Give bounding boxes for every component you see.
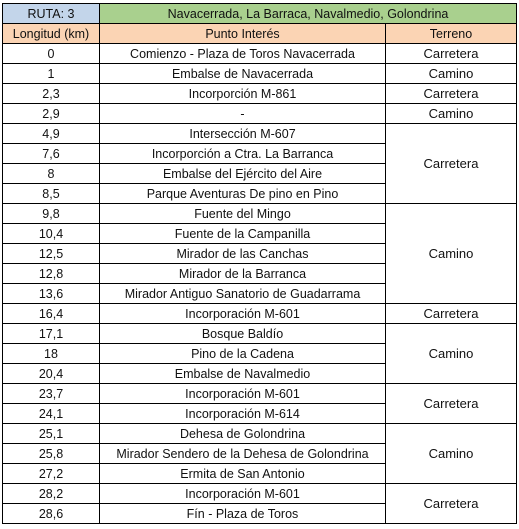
point-cell: Comienzo - Plaza de Toros Navacerrada [100,44,386,64]
terrain-cell: Camino [386,104,517,124]
terrain-cell: Camino [386,324,517,384]
km-cell: 20,4 [3,364,100,384]
header-point: Punto Interés [100,24,386,44]
point-cell: Parque Aventuras De pino en Pino [100,184,386,204]
point-cell: Incorporación M-601 [100,484,386,504]
terrain-cell: Carretera [386,44,517,64]
km-cell: 9,8 [3,204,100,224]
header-length: Longitud (km) [3,24,100,44]
table-row [3,124,517,144]
km-cell: 8 [3,164,100,184]
route-table [2,3,517,524]
title-row [3,4,517,24]
table-row [3,204,517,224]
table-row [3,104,517,124]
terrain-cell: Camino [386,424,517,484]
point-cell: Mirador Antiguo Sanatorio de Guadarrama [100,284,386,304]
point-cell: Incorporción M-861 [100,84,386,104]
terrain-cell: Carretera [386,304,517,324]
km-cell: 2,3 [3,84,100,104]
point-cell: Embalse del Ejército del Aire [100,164,386,184]
point-cell: Fín - Plaza de Toros [100,504,386,524]
km-cell: 2,9 [3,104,100,124]
km-cell: 4,9 [3,124,100,144]
terrain-cell: Carretera [386,384,517,424]
km-cell: 16,4 [3,304,100,324]
point-cell: Intersección M-607 [100,124,386,144]
point-cell: Incorporación M-614 [100,404,386,424]
point-cell: Fuente del Mingo [100,204,386,224]
point-cell: Fuente de la Campanilla [100,224,386,244]
route-name: Navacerrada, La Barraca, Navalmedio, Golondrina [100,4,517,24]
km-cell: 28,6 [3,504,100,524]
km-cell: 10,4 [3,224,100,244]
km-cell: 7,6 [3,144,100,164]
point-cell: Incorporción a Ctra. La Barranca [100,144,386,164]
km-cell: 17,1 [3,324,100,344]
header-row [3,24,517,44]
km-cell: 28,2 [3,484,100,504]
point-cell: Pino de la Cadena [100,344,386,364]
table-row [3,384,517,404]
terrain-cell: Carretera [386,124,517,204]
table-row [3,304,517,324]
km-cell: 0 [3,44,100,64]
header-terrain: Terreno [386,24,517,44]
km-cell: 12,5 [3,244,100,264]
km-cell: 25,8 [3,444,100,464]
point-cell: Embalse de Navacerrada [100,64,386,84]
terrain-cell: Carretera [386,84,517,104]
table-row [3,44,517,64]
point-cell: Incorporación M-601 [100,384,386,404]
point-cell: - [100,104,386,124]
table-row [3,484,517,504]
point-cell: Mirador Sendero de la Dehesa de Golondrina [100,444,386,464]
point-cell: Incorporación M-601 [100,304,386,324]
km-cell: 1 [3,64,100,84]
point-cell: Embalse de Navalmedio [100,364,386,384]
point-cell: Mirador de la Barranca [100,264,386,284]
table-row [3,324,517,344]
table-row [3,64,517,84]
route-label: RUTA: 3 [3,4,100,24]
km-cell: 8,5 [3,184,100,204]
point-cell: Mirador de las Canchas [100,244,386,264]
km-cell: 13,6 [3,284,100,304]
terrain-cell: Camino [386,204,517,304]
table-row [3,424,517,444]
terrain-cell: Camino [386,64,517,84]
km-cell: 27,2 [3,464,100,484]
km-cell: 18 [3,344,100,364]
km-cell: 24,1 [3,404,100,424]
terrain-cell: Carretera [386,484,517,524]
table-row [3,84,517,104]
km-cell: 23,7 [3,384,100,404]
point-cell: Bosque Baldío [100,324,386,344]
km-cell: 25,1 [3,424,100,444]
point-cell: Dehesa de Golondrina [100,424,386,444]
point-cell: Ermita de San Antonio [100,464,386,484]
km-cell: 12,8 [3,264,100,284]
